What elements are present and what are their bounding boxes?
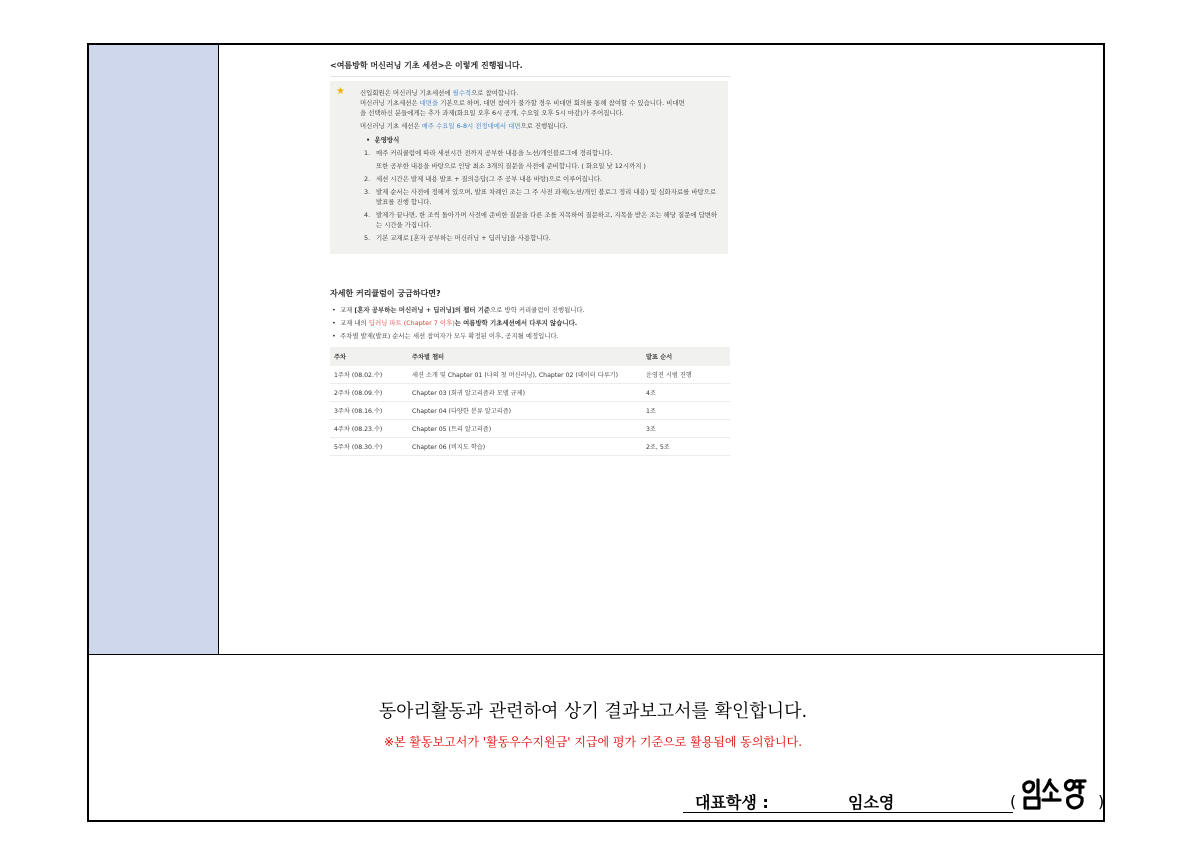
list-item: 1. 매주 커리큘럼에 따라 세션시간 전까지 공부한 내용을 노션/개인블로그에 정리합니다.: [364, 149, 613, 157]
paren-close: ): [1098, 792, 1105, 811]
cell-week: 3주차 (08.16.수): [330, 402, 408, 420]
cell-week: 4주차 (08.23.수): [330, 420, 408, 438]
notion-screenshot: [330, 60, 730, 456]
curriculum-table: [330, 347, 730, 456]
callout-line-4: 머신러닝 기초 세션은 매주 수요일 6-8시 전정대에서 대면으로 진행됩니다.: [360, 122, 568, 130]
consent-notice: ※본 활동보고서가 '활동우수지원금' 지급에 평가 기준으로 활용됨에 동의합니다.: [383, 735, 803, 749]
star-icon: ★: [336, 86, 345, 97]
table-row: [330, 366, 730, 384]
table-row: [330, 420, 730, 438]
callout-line-2: 머신러닝 기초세션은 대면을 기본으로 하며, 대면 참여가 불가할 경우 비대면 회의를 통해 참여할 수 있습니다. 비대면: [360, 99, 685, 107]
list-item: • 주차별 발제(발표) 순서는 세션 참여자가 모두 확정된 이후, 공지될 예정입니다.: [332, 332, 559, 340]
list-item: 2. 세션 시간은 발제 내용 발표 + 질의응답(그 주 공부 내용 바탕)으로 이루어집니다.: [364, 175, 603, 183]
confirmation-text: 동아리활동과 관련하여 상기 결과보고서를 확인합니다.: [378, 701, 808, 722]
handwritten-signature: [1020, 776, 1088, 812]
cell-order: 4조: [642, 384, 730, 402]
table-header-row: [330, 347, 730, 366]
representative-label: 대표학생 :: [695, 793, 769, 812]
list-item: • 교재 [혼자 공부하는 머신러닝 + 딥러닝]의 챕터 기준으로 방학 커리큘럼이 진행됩니다.: [332, 306, 585, 314]
cell-chapter: 세션 소개 및 Chapter 01 (나의 첫 머신러닝), Chapter 02 (데이터 다루기): [408, 366, 642, 384]
callout-box: [330, 81, 728, 254]
callout-line-1: 신입회원은 머신러닝 기초세션에 필수적으로 참여합니다.: [360, 89, 519, 97]
callout-line-3: 을 선택하신 분들에게는 추가 과제(화요일 오후 6시 공개, 수요일 오후 5시 마감)가 주어집니다.: [360, 109, 624, 117]
curriculum-heading: 자세한 커리큘럼이 궁금하다면?: [330, 289, 441, 298]
list-item: 5. 기본 교재로 [혼자 공부하는 머신러닝 + 딥러닝]을 사용합니다.: [364, 234, 551, 242]
table-row: [330, 402, 730, 420]
list-item: • 교재 내의 딥러닝 파트 (Chapter 7 이후)는 여름방학 기초세션에서 다루지 않습니다.: [332, 319, 578, 327]
cell-order: 운영진 시범 진행: [642, 366, 730, 384]
cell-chapter: Chapter 06 (비지도 학습): [408, 438, 642, 456]
header-order: 발표 순서: [642, 347, 730, 366]
list-item: 3. 발제 순서는 사전에 정해져 있으며, 발표 차례인 조는 그 주 사전 과제(노션/개인 블로그 정리 내용) 및 심화자료를 바탕으로 발표를 진행 합니다.: [364, 188, 717, 206]
cell-order: 2조, 5조: [642, 438, 730, 456]
cell-order: 3조: [642, 420, 730, 438]
cell-week: 5주차 (08.30.수): [330, 438, 408, 456]
heading-divider: [330, 76, 730, 77]
representative-name: 임소영: [848, 793, 895, 812]
cell-chapter: Chapter 05 (트리 알고리즘): [408, 420, 642, 438]
cell-chapter: Chapter 03 (회귀 알고리즘과 모델 규제): [408, 384, 642, 402]
signature-underline: [683, 812, 1013, 813]
header-week: 주차: [330, 347, 408, 366]
list-item: 또한 공부한 내용을 바탕으로 인당 최소 3개의 질문을 사전에 준비합니다. ( 화요일 낮 12시까지 ): [376, 162, 646, 170]
cell-week: 1주차 (08.02.수): [330, 366, 408, 384]
left-column: [89, 45, 219, 654]
table-row: [330, 384, 730, 402]
list-item: 4. 발제가 끝나면, 한 조씩 돌아가며 사전에 준비한 질문을 다른 조를 지목하여 질문하고, 지목을 받은 조는 해당 질문에 답변하는 시간을 가집니다.: [364, 211, 718, 229]
paren-open: (: [1010, 792, 1017, 811]
cell-chapter: Chapter 04 (다양한 분류 알고리즘): [408, 402, 642, 420]
cell-week: 2주차 (08.09.수): [330, 384, 408, 402]
table-row: [330, 438, 730, 456]
operation-bullet: • 운영방식: [366, 136, 400, 144]
header-chapter: 주차별 챕터: [408, 347, 642, 366]
session-heading: <여름방학 머신러닝 기초 세션>은 이렇게 진행됩니다.: [330, 61, 523, 70]
divider-line: [89, 654, 1103, 655]
cell-order: 1조: [642, 402, 730, 420]
